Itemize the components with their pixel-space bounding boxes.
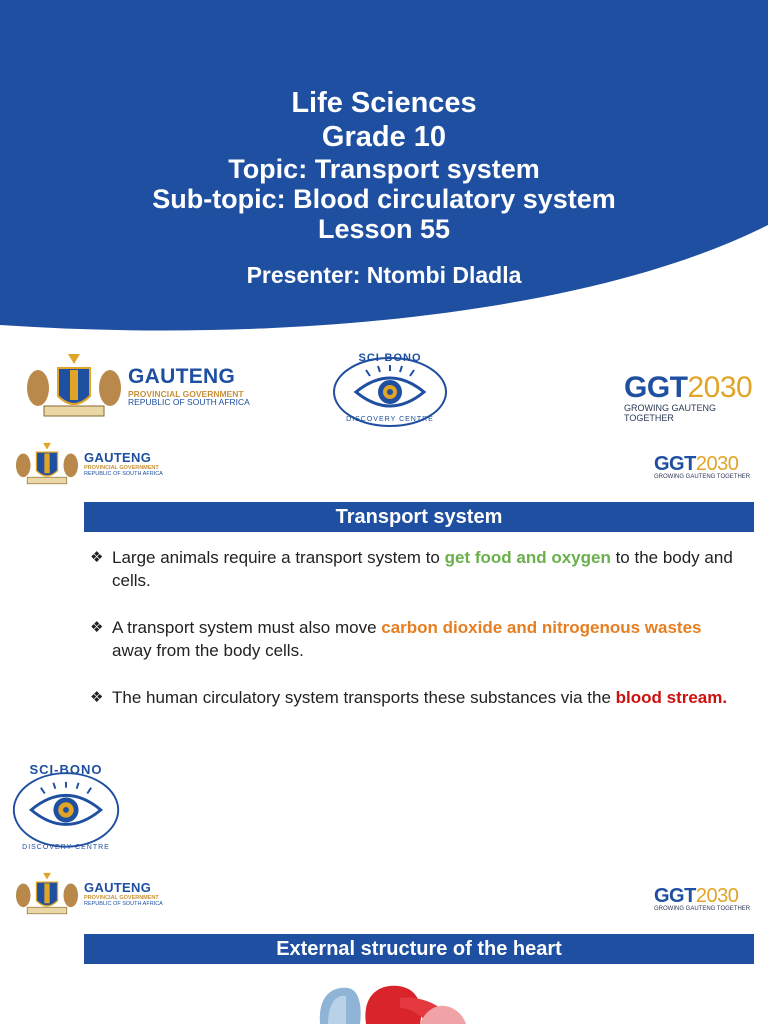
scibono-bottom-text: DISCOVERY CENTRE [346,416,434,423]
subtopic-title: Sub-topic: Blood circulatory system [152,184,616,214]
gauteng-line2: REPUBLIC OF SOUTH AFRICA [84,470,163,477]
transport-system-slide [0,438,768,866]
presenter-name: Presenter: Ntombi Dladla [246,262,522,288]
bullet-item [90,546,740,592]
gauteng-name: GAUTENG [128,364,236,388]
gauteng-name: GAUTENG [84,880,152,895]
ggt-year: 2030 [695,885,739,907]
bullet-text: away from the body cells. [112,641,304,660]
bullet-text: The human circulatory system transports these substances via the [112,688,616,707]
bullet-text: Large animals require a transport system to [112,548,445,567]
slide-heading: Transport system [84,502,754,532]
scibono-logo [330,350,450,430]
ggt-tagline: GROWING GAUTENG TOGETHER [654,906,751,912]
title-slide [0,0,768,438]
coat-of-arms-icon [14,870,80,918]
subject-title: Life Sciences [291,87,477,119]
diamond-bullet-icon: ❖ [90,549,104,566]
gauteng-line1: PROVINCIAL GOVERNMENT [84,895,159,901]
gauteng-logo [24,350,250,422]
ggt-year: 2030 [695,453,739,475]
diamond-bullet-icon: ❖ [90,689,104,706]
ggt-year: 2030 [687,371,753,404]
topic-title: Topic: Transport system [228,154,540,184]
gauteng-line2: REPUBLIC OF SOUTH AFRICA [128,397,250,407]
ggt-logo-small [654,454,750,480]
gauteng-logo-small [14,440,163,488]
ggt-text: GGT [654,453,696,475]
coat-of-arms-icon [24,350,124,422]
bullet-highlight: blood stream. [615,688,728,707]
heart-structure-slide [0,866,768,1024]
scibono-bottom-text: DISCOVERY CENTRE [22,844,110,851]
bullet-list [90,546,740,733]
coat-of-arms-icon [14,440,80,488]
scibono-logo-small [8,760,124,856]
diamond-bullet-icon: ❖ [90,619,104,636]
gauteng-line1: PROVINCIAL GOVERNMENT [128,388,244,399]
slide-heading: External structure of the heart [84,934,754,964]
title-block [0,86,768,244]
gauteng-line1: PROVINCIAL GOVERNMENT [84,465,159,471]
scibono-top-text: SCI-BONO [358,352,422,364]
ggt-text: GGT [654,885,696,907]
bullet-item [90,686,740,709]
ggt-tagline: GROWING GAUTENG TOGETHER [624,403,716,423]
bullet-text: to the body and cells. [112,548,733,590]
ggt-text: GGT [624,371,688,404]
ggt-logo [624,373,768,423]
gauteng-name: GAUTENG [84,450,152,465]
bullet-item [90,616,740,662]
grade-title: Grade 10 [321,121,447,153]
scibono-top-text: SCI-BONO [29,762,103,777]
heart-illustration [300,978,500,1024]
ggt-logo-small [654,886,750,912]
gauteng-line2: REPUBLIC OF SOUTH AFRICA [84,900,163,907]
ggt-tagline: GROWING GAUTENG TOGETHER [654,474,751,480]
lesson-title: Lesson 55 [317,214,451,244]
gauteng-logo-small [14,870,163,918]
bullet-text: A transport system must also move [112,618,382,637]
bullet-highlight: get food and oxygen [444,548,611,567]
bullet-highlight: carbon dioxide and nitrogenous wastes [381,618,702,637]
